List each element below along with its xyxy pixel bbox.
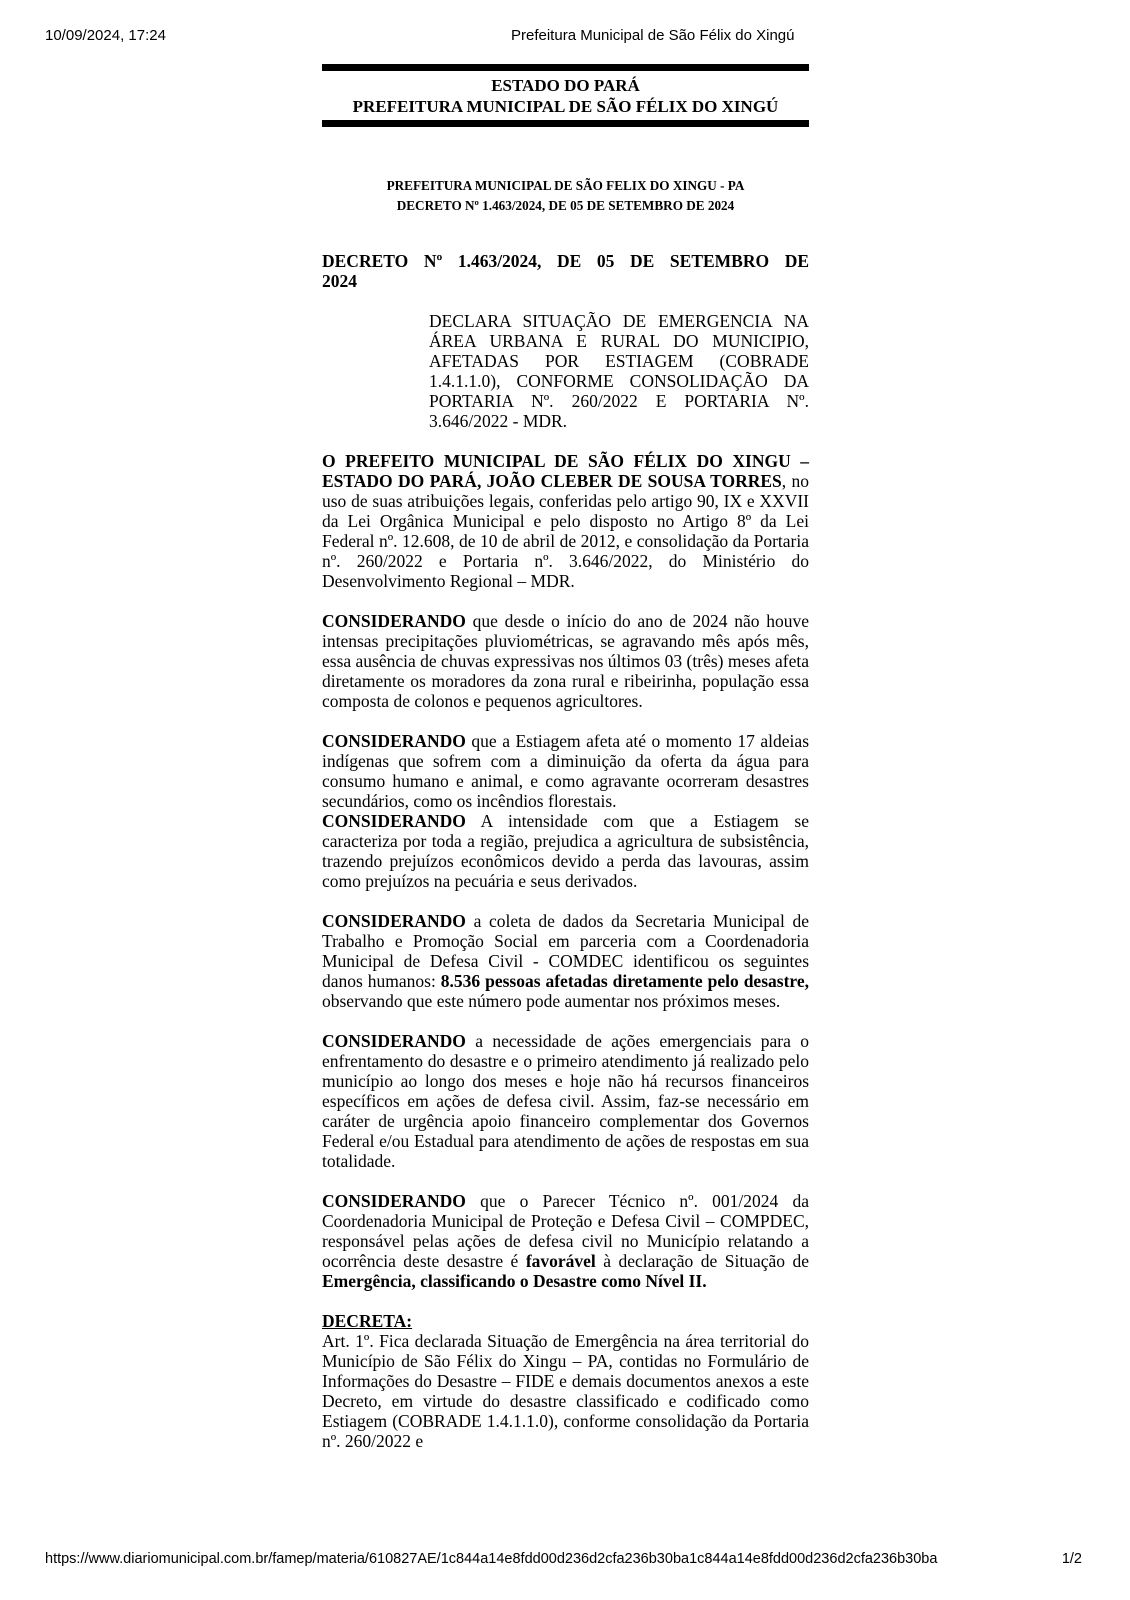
article-1-paragraph: Art. 1º. Fica declarada Situação de Emergência na área territorial do Município de São Félix do Xingu – PA, contidas no Formulário de Informações do Desastre – FIDE e demais documentos anexos a este Decreto, em virtude do desastre classificado e codificado como Estiagem (COBRADE 1.4.1.1.0), conforme consolidação da Portaria nº. 260/2022 e bbox=[322, 1331, 809, 1451]
considerando-1-text: que desde o início do ano de 2024 não houve intensas precipitações pluviométricas, se agravando mês após mês, essa ausência de chuvas expressivas nos últimos 03 (três) meses afeta diretamente os moradores da zona rural e ribeirinha, população essa composta de colonos e pequenos agricultores. bbox=[322, 611, 809, 711]
considerando-4 bbox=[322, 911, 809, 1011]
considerando-4-lead: CONSIDERANDO bbox=[322, 911, 466, 931]
considerando-6-bold-favoravel: favorável bbox=[525, 1251, 596, 1271]
decree-title: DECRETO Nº 1.463/2024, DE 05 DE SETEMBRO DE 2024 bbox=[322, 251, 809, 291]
considerando-4-bold-figure: 8.536 pessoas afetadas diretamente pelo desastre, bbox=[440, 971, 809, 991]
preamble-lead: O PREFEITO MUNICIPAL DE SÃO FÉLIX DO XINGU – ESTADO DO PARÁ, JOÃO CLEBER DE SOUSA TORRES bbox=[322, 451, 809, 491]
print-footer-url: https://www.diariomunicipal.com.br/famep/materia/610827AE/1c844a14e8fdd00d236d2cfa236b30ba1c844a14e8fdd00d236d2cfa236b30ba bbox=[45, 1551, 938, 1567]
considerando-3-lead: CONSIDERANDO bbox=[322, 811, 466, 831]
considerando-3-text: A intensidade com que a Estiagem se caracteriza por toda a região, prejudica a agricultura de subsistência, trazendo prejuízos econômicos devido a perda das lavouras, assim como prejuízos na pecuária e seus derivados. bbox=[322, 811, 809, 891]
decree-summary: DECLARA SITUAÇÃO DE EMERGENCIA NA ÁREA URBANA E RURAL DO MUNICIPIO, AFETADAS POR ESTIAGEM (COBRADE 1.4.1.1.0), CONFORME CONSOLIDAÇÃO DA PORTARIA Nº. 260/2022 E PORTARIA Nº. 3.646/2022 - MDR. bbox=[429, 311, 809, 431]
letterhead bbox=[322, 71, 809, 120]
letterhead-top-rule bbox=[322, 64, 809, 71]
letterhead-municipality-line: PREFEITURA MUNICIPAL DE SÃO FÉLIX DO XINGÚ bbox=[352, 96, 779, 116]
considerando-2-text: que a Estiagem afeta até o momento 17 aldeias indígenas que sofrem com a diminuição da oferta da água para consumo humano e animal, e como agravante ocorreram desastres secundários, como os incêndios florestais. bbox=[322, 731, 809, 811]
considerando-5-text: a necessidade de ações emergenciais para o enfrentamento do desastre e o primeiro atendimento já realizado pelo município ao longo dos meses e hoje não há recursos financeiros específicos em ações de defesa civil. Assim, faz-se necessário em caráter de urgência apoio financeiro complementar dos Governos Federal e/ou Estadual para atendimento de ações de respostas em sua totalidade. bbox=[322, 1031, 809, 1171]
decree-document bbox=[322, 64, 809, 1471]
considerando-4-text2: observando que este número pode aumentar nos próximos meses. bbox=[322, 991, 781, 1011]
considerando-1-lead: CONSIDERANDO bbox=[322, 611, 466, 631]
print-footer-page-indicator: 1/2 bbox=[1061, 1551, 1082, 1567]
doc-meta bbox=[322, 176, 809, 215]
considerando-3 bbox=[322, 811, 809, 891]
doc-meta-line2: DECRETO Nº 1.463/2024, DE 05 DE SETEMBRO DE 2024 bbox=[396, 197, 735, 213]
considerando-6-lead: CONSIDERANDO bbox=[322, 1191, 466, 1211]
considerando-6 bbox=[322, 1191, 809, 1291]
print-header-title: Prefeitura Municipal de São Félix do Xingú bbox=[511, 27, 795, 44]
preamble-text: , no uso de suas atribuições legais, conferidas pelo artigo 90, IX e XXVII da Lei Orgânica Municipal e pelo disposto no Artigo 8º da Lei Federal nº. 12.608, de 10 de abril de 2012, e consolidação da Portaria nº. 260/2022 e Portaria nº. 3.646/2022, do Ministério do Desenvolvimento Regional – MDR. bbox=[322, 471, 809, 591]
decreta-heading: DECRETA: bbox=[322, 1311, 413, 1331]
preamble-paragraph bbox=[322, 451, 809, 591]
doc-meta-line1: PREFEITURA MUNICIPAL DE SÃO FELIX DO XINGU - PA bbox=[386, 178, 745, 193]
considerando-5-lead: CONSIDERANDO bbox=[322, 1031, 466, 1051]
considerando-2-lead: CONSIDERANDO bbox=[322, 731, 466, 751]
letterhead-state-line: ESTADO DO PARÁ bbox=[491, 76, 640, 95]
considerando-6-text1: que o Parecer Técnico nº. 001/2024 da Coordenadoria Municipal de Proteção e Defesa Civil – COMPDEC, responsável pelas ações de defesa civil no Município relatando a ocorrência deste desastre é bbox=[322, 1191, 809, 1271]
print-header-datetime: 10/09/2024, 17:24 bbox=[45, 27, 166, 44]
decree-body bbox=[322, 251, 809, 1451]
letterhead-bottom-rule bbox=[322, 120, 809, 127]
considerando-2 bbox=[322, 731, 809, 811]
considerando-1 bbox=[322, 611, 809, 711]
considerando-4-text1: a coleta de dados da Secretaria Municipal de Trabalho e Promoção Social em parceria com a Coordenadoria Municipal de Defesa Civil - COMDEC identificou os seguintes danos humanos: bbox=[322, 911, 809, 991]
considerando-5 bbox=[322, 1031, 809, 1171]
considerando-6-text2: à declaração de Situação de bbox=[595, 1251, 809, 1271]
considerando-6-bold-emergencia: Emergência, classificando o Desastre como Nível II. bbox=[322, 1271, 707, 1291]
